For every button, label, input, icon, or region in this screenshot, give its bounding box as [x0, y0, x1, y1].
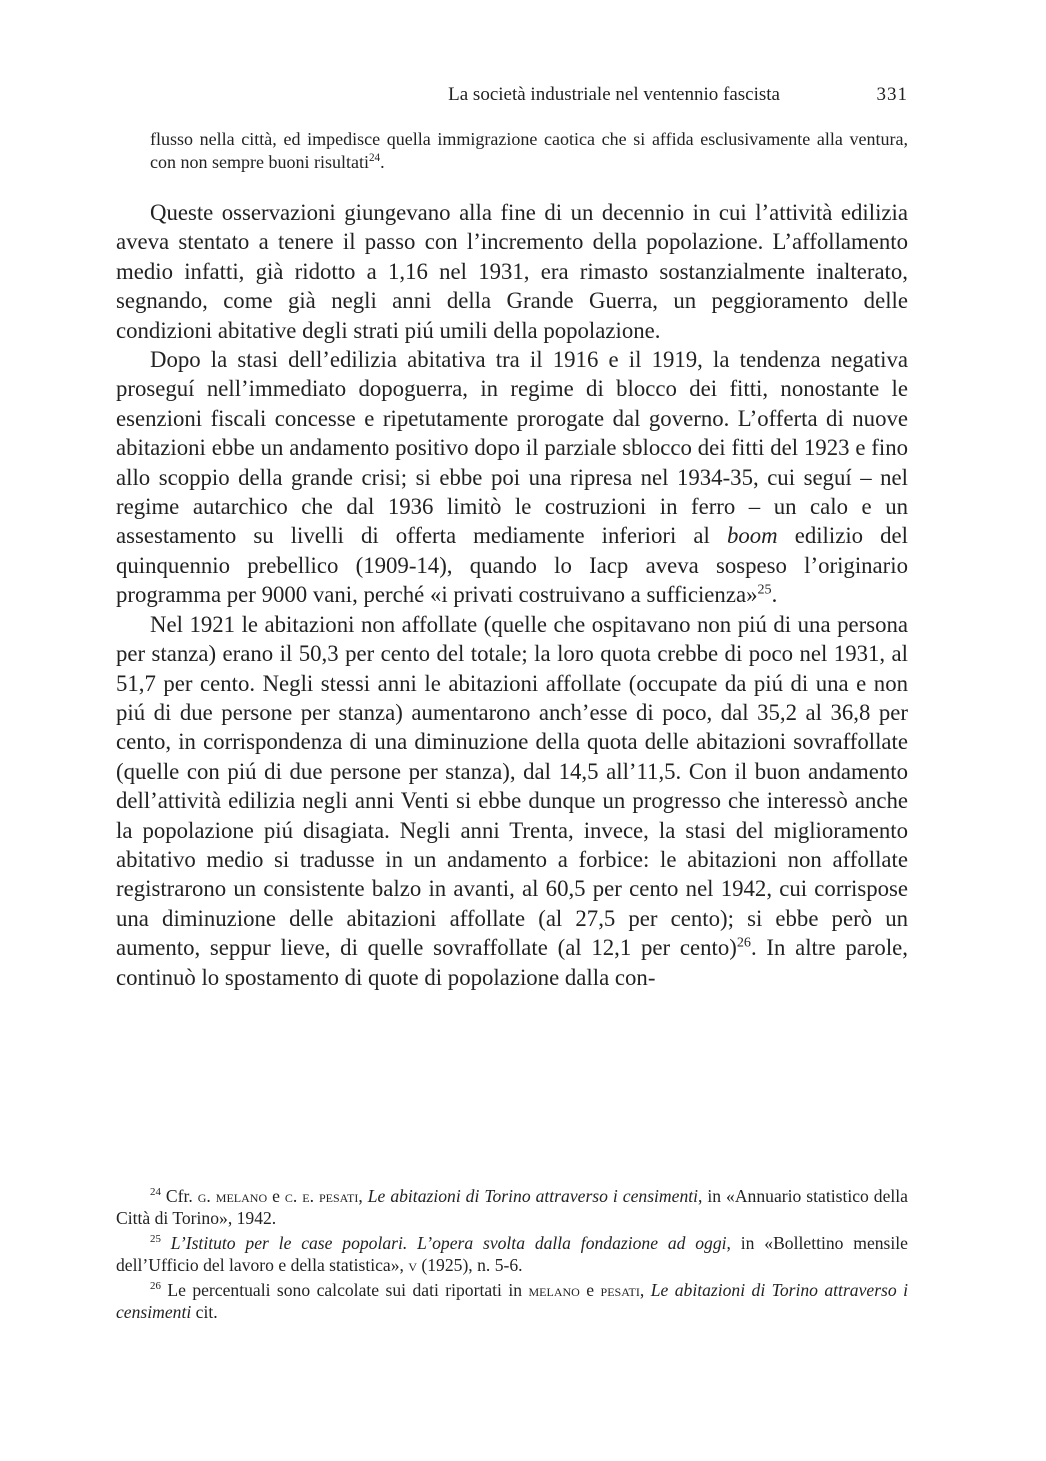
paragraph-2-text-b: edilizio del quinquennio prebellico (1909-14), quando lo Iacp aveva sospeso l’originario programma per 9000 vani, perché «i privati costruivano a sufficienza»	[116, 523, 908, 608]
footnote-text: e	[586, 1279, 595, 1300]
author-name: c. e. pesati	[284, 1186, 359, 1206]
footnote-ref-25[interactable]: 25	[757, 581, 772, 598]
footnote-text: ,	[358, 1186, 363, 1206]
footnote-text: cit.	[195, 1302, 218, 1323]
quote-text: flusso nella città, ed impedisce quella immigrazione caotica che si affida esclusivamente alla ventura, con non sempre buoni risultati	[150, 129, 908, 172]
paragraph-2-text-a: Dopo la stasi dell’edilizia abitativa tra il 1916 e il 1919, la tendenza negativa proseguí nell’immediato dopoguerra, in regime di blocco dei fitti, nonostante le esenzioni fiscali concesse e ripetutamente prorogate dal governo. L’offerta di nuove abitazioni ebbe un andamento positivo dopo il parziale sblocco dei fitti del 1923 e fino allo scoppio della grande crisi; si ebbe poi una ripresa nel 1934-35, cui seguí – nel regime autarchico che dal 1936 limitò le costruzioni in ferro – un calo e un assestamento su livelli di offerta mediamente inferiori al	[116, 347, 908, 549]
paragraph-3	[116, 610, 908, 992]
running-header	[150, 84, 908, 114]
running-title: La società industriale nel ventennio fascista	[448, 84, 780, 105]
page-number: 331	[876, 84, 908, 105]
footnote-ref-24[interactable]: 24	[368, 152, 381, 164]
block-quote	[150, 128, 908, 174]
volume-number: v	[408, 1255, 417, 1276]
footnote-25	[116, 1232, 908, 1277]
body-text	[116, 198, 908, 992]
paragraph-2	[116, 345, 908, 610]
footnote-number: 25	[150, 1232, 161, 1245]
paragraph-3-text-b: . In altre parole, continuò lo spostamento di quote di popolazione dalla con-	[116, 935, 908, 990]
footnote-24	[116, 1185, 908, 1230]
work-title: Le abitazioni di Torino attraverso i censimenti	[367, 1186, 699, 1206]
paragraph-2-end: .	[771, 582, 778, 608]
paragraph-3-text-a: Nel 1921 le abitazioni non affollate (quelle che ospitavano non piú di una persona per stanza) erano il 50,3 per cento del totale; la loro quota crebbe di poco nel 1931, al 51,7 per cento. Negli stessi anni le abitazioni affollate (occupate da piú di una e non piú di due persone per stanza) aumentarono anch’esse di poco, dal 35,2 al 36,8 per cento, in corrispondenza di una diminuzione della quota delle abitazioni sovraffollate (quelle con piú di due persone per stanza), dal 14,5 all’11,5. Con il buon andamento dell’attività edilizia negli anni Venti si ebbe dunque un progresso che interessò anche la popolazione piú disagiata. Negli anni Trenta, invece, la stasi del miglioramento abitativo medio si tradusse in un andamento a forbice: le abitazioni non affollate registrarono un consistente balzo in avanti, al 60,5 per cento nel 1942, cui corrispose una diminuzione delle abitazioni affollate (al 27,5 per cento); si ebbe però un aumento, seppur lieve, di quelle sovraffollate (al 12,1 per cento)	[116, 611, 908, 961]
footnote-text: , in «Bollettino mensile dell’Ufficio del lavoro e della statistica»,	[116, 1232, 908, 1276]
footnote-number: 26	[150, 1279, 161, 1292]
footnotes	[116, 1185, 908, 1325]
paragraph-1: Queste osservazioni giungevano alla fine di un decennio in cui l’attività edilizia aveva stentato a tenere il passo con l’incremento della popolazione. L’affollamento medio infatti, già ridotto a 1,16 nel 1931, era rimasto sostanzialmente inalterato, segnando, come già negli anni della Grande Guerra, un peggioramento delle condizioni abitative degli strati piú umili della popolazione.	[116, 200, 908, 343]
work-title: L’Istituto per le case popolari. L’opera svolta dalla fondazione ad oggi	[170, 1232, 727, 1253]
author-name: g. melano	[197, 1186, 268, 1206]
footnote-ref-26[interactable]: 26	[736, 934, 751, 951]
footnote-text: Le percentuali sono calcolate sui dati riportati in	[167, 1279, 523, 1300]
footnote-text: e	[272, 1186, 280, 1206]
footnote-text: , in «Annuario statistico della Città di Torino», 1942.	[116, 1186, 908, 1229]
author-name: pesati	[600, 1279, 640, 1300]
quote-end: .	[380, 152, 385, 172]
author-name: melano	[528, 1279, 580, 1300]
footnote-text: Cfr.	[165, 1186, 193, 1206]
footnote-26	[116, 1279, 908, 1324]
footnote-number: 24	[150, 1186, 161, 1199]
footnote-text: (1925), n. 5-6.	[421, 1255, 523, 1276]
footnote-text: ,	[639, 1279, 645, 1300]
work-title: Le abitazioni di Torino attraverso i censimenti	[116, 1279, 909, 1323]
paragraph-2-italic-boom: boom	[726, 523, 778, 549]
